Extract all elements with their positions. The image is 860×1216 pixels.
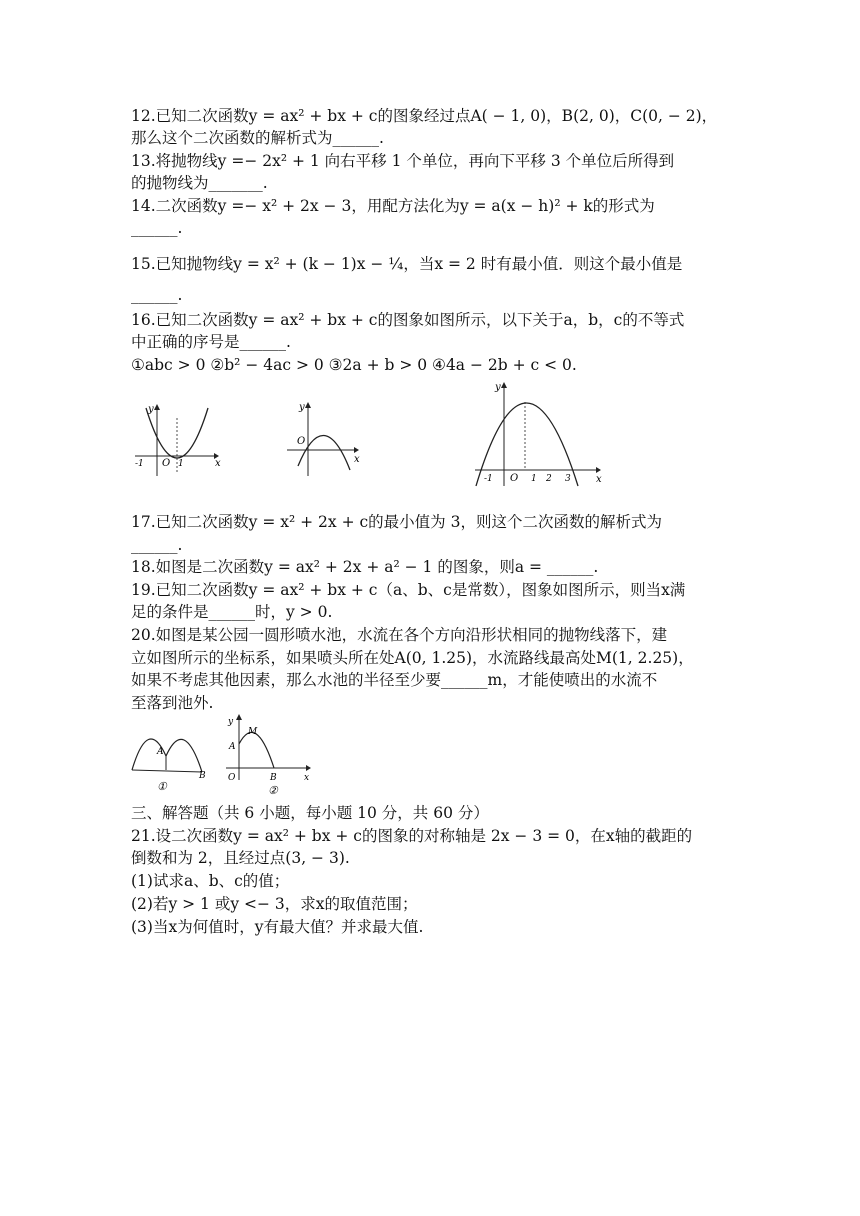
- q19-line1: 19.已知二次函数y = ax² + bx + c（a、b、c是常数），图象如图所示，则当x满: [131, 581, 686, 599]
- fig16c-y-label: y: [495, 382, 501, 393]
- figure-fountain-coordinates: [224, 714, 316, 796]
- fig20b-x-label: x: [304, 773, 310, 783]
- section3-title: 三、解答题（共 6 小题，每小题 10 分，共 60 分）: [131, 804, 489, 822]
- q21-part3: (3)当x为何值时，y有最大值？并求最大值.: [131, 918, 424, 936]
- figure-large-parabola: [470, 378, 606, 488]
- q12-line2: 那么这个二次函数的解析式为______.: [131, 129, 384, 147]
- fig20b-y-label: y: [228, 717, 234, 727]
- q14-line1: 14.二次函数y =− x² + 2x − 3，用配方法化为y = a(x − h)² + k的形式为: [131, 197, 655, 215]
- figure-fountain-arch: [128, 726, 210, 796]
- fig16c-origin-label: O: [510, 473, 519, 484]
- fig16a-origin-label: O: [162, 458, 171, 469]
- q16-line1: 16.已知二次函数y = ax² + bx + c的图象如图所示，以下关于a，b，c的不等式: [131, 311, 685, 329]
- fig16b-x-label: x: [354, 454, 360, 465]
- fig20b-caption: ②: [268, 784, 278, 797]
- q19-line2: 足的条件是______时，y > 0.: [131, 603, 333, 621]
- fig16c-x-label: x: [596, 474, 602, 485]
- q21-part2: (2)若y > 1 或y <− 3，求x的取值范围；: [131, 895, 418, 913]
- fig20a-b-label: B: [199, 771, 206, 781]
- figure-downward-parabola: [284, 398, 364, 478]
- q20-line1: 20.如图是某公园一圆形喷水池，水流在各个方向沿形状相同的抛物线落下，建: [131, 626, 668, 644]
- fig20a-caption: ①: [157, 780, 167, 793]
- fig16a-one-label: 1: [178, 459, 184, 469]
- fig20b-a-label: A: [229, 742, 236, 752]
- fig20b-b-label: B: [270, 773, 277, 783]
- q18-line1: 18.如图是二次函数y = ax² + 2x + a² − 1 的图象，则a = ______.: [131, 558, 599, 576]
- q17-line2: ______.: [131, 536, 183, 554]
- q17-line1: 17.已知二次函数y = x² + 2x + c的最小值为 3，则这个二次函数的解析式为: [131, 513, 662, 531]
- q14-line2: ______.: [131, 219, 183, 237]
- q13-line1: 13.将抛物线y =− 2x² + 1 向右平移 1 个单位，再向下平移 3 个单位后所得到: [131, 152, 675, 170]
- q13-line2: 的抛物线为_______.: [131, 174, 268, 192]
- q16-line2: 中正确的序号是______.: [131, 333, 291, 351]
- q20-line4: 至落到池外.: [131, 694, 214, 712]
- q15-line2: ______.: [131, 286, 183, 304]
- q21-part1: (1)试求a、b、c的值；: [131, 872, 290, 890]
- fig16c-tick3-label: 3: [565, 474, 571, 484]
- q21-line2: 倒数和为 2，且经过点(3, − 3).: [131, 849, 350, 867]
- q12-line1: 12.已知二次函数y = ax² + bx + c的图象经过点A( − 1, 0)，B(2, 0)，C(0, − 2)，: [131, 107, 718, 125]
- q16-line3: ①abc > 0 ②b² − 4ac > 0 ③2a + b > 0 ④4a − 2b + c < 0.: [131, 356, 577, 374]
- fig16c-neg1-label: -1: [484, 474, 493, 484]
- fig16c-tick2-label: 2: [546, 474, 552, 484]
- figure-upward-parabola: [130, 398, 220, 478]
- fig16a-neg1-label: -1: [135, 459, 144, 469]
- fig16a-x-label: x: [215, 458, 221, 469]
- fig16c-tick1-label: 1: [531, 474, 537, 484]
- q20-line3: 如果不考虑其他因素，那么水池的半径至少要______m，才能使喷出的水流不: [131, 671, 658, 689]
- q21-line1: 21.设二次函数y = ax² + bx + c的图象的对称轴是 2x − 3 = 0，在x轴的截距的: [131, 827, 693, 845]
- fig20b-origin-label: O: [228, 773, 236, 783]
- q20-line2: 立如图所示的坐标系，如果喷头所在处A(0, 1.25)，水流路线最高处M(1, 2.25)，: [131, 649, 694, 667]
- fig16b-origin-label: O: [297, 436, 306, 447]
- fig20a-a-label: A: [157, 747, 164, 757]
- q15-line1: 15.已知抛物线y = x² + (k − 1)x − ¼，当x = 2 时有最小值．则这个最小值是: [131, 255, 683, 273]
- fig20b-m-label: M: [248, 727, 258, 737]
- fig16a-y-label: y: [148, 404, 154, 415]
- fig16b-y-label: y: [299, 402, 305, 413]
